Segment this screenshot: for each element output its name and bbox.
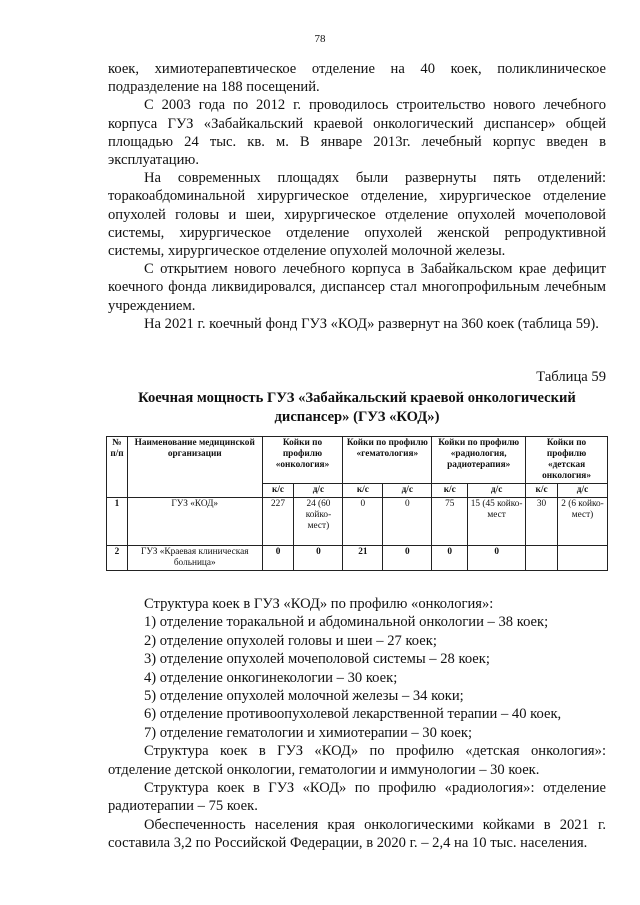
header-org: Наименование медицинской организации	[127, 437, 262, 498]
list-item: 1) отделение торакальной и абдоминальной онкологии – 38 коек;	[144, 614, 549, 631]
cell-hem-ks: 21	[343, 546, 383, 571]
paragraph: Структура коек в ГУЗ «КОД» по профилю «детская онкология»: отделение детской онкологии, гематологии и иммунологии – 30 коек.	[108, 743, 606, 778]
cell-ped-ds: 2 (6 койко-мест)	[558, 498, 608, 546]
subheader-ds: д/с	[294, 484, 343, 498]
subheader-ks: к/с	[526, 484, 558, 498]
paragraph: Структура коек в ГУЗ «КОД» по профилю «радиология»: отделение радиотерапии – 75 коек.	[108, 780, 606, 815]
body-text-bottom	[108, 595, 606, 853]
subheader-ks: к/с	[343, 484, 383, 498]
beds-table	[106, 436, 608, 571]
header-radiology: Койки по профилю «радиология, радиотерапия»	[432, 437, 526, 484]
cell-hem-ds: 0	[383, 498, 432, 546]
cell-num: 2	[107, 546, 128, 571]
cell-org: ГУЗ «Краевая клиническая больница»	[127, 546, 262, 571]
table-row	[107, 546, 608, 571]
table-title: Коечная мощность ГУЗ «Забайкальский краевой онкологический диспансер» (ГУЗ «КОД»)	[138, 390, 576, 425]
header-pediatric: Койки по профилю «детская онкология»	[526, 437, 608, 484]
cell-ped-ks	[526, 546, 558, 571]
list-item: 2) отделение опухолей головы и шеи – 27 коек;	[144, 632, 437, 649]
subheader-ks: к/с	[262, 484, 294, 498]
header-hematology: Койки по профилю «гематология»	[343, 437, 432, 484]
cell-onc-ds: 24 (60 койко-мест)	[294, 498, 343, 546]
list-item: 3) отделение опухолей мочеполовой системы – 28 коек;	[144, 651, 490, 668]
cell-rad-ds: 0	[468, 546, 526, 571]
cell-hem-ds: 0	[383, 546, 432, 571]
subheader-ds: д/с	[558, 484, 608, 498]
cell-org: ГУЗ «КОД»	[127, 498, 262, 546]
cell-ped-ks: 30	[526, 498, 558, 546]
list-item: 7) отделение гематологии и химиотерапии – 30 коек;	[144, 724, 472, 741]
table-label: Таблица 59	[536, 369, 606, 385]
cell-rad-ks: 0	[432, 546, 468, 571]
subheader-ks: к/с	[432, 484, 468, 498]
paragraph: С 2003 года по 2012 г. проводилось строительство нового лечебного корпуса ГУЗ «Забайкальский краевой онкологический диспансер» общей площадью 24 тыс. кв. м. В январе 2013г. лечебный корпус введен в эксплуатацию.	[108, 97, 606, 169]
cell-num: 1	[107, 498, 128, 546]
list-item: 5) отделение опухолей молочной железы – 34 коки;	[144, 688, 464, 705]
list-item: 4) отделение онкогинекологии – 30 коек;	[144, 669, 398, 686]
paragraph: На современных площадях были развернуты пять отделений: торакоабдоминальной хирургическое отделение, хирургическое отделение опухолей головы и шеи, хирургическое отделение опухолей мочеполовой системы, хирургическое отделение опухолей женской репродуктивной системы, хирургическое отделение опухолей молочной железы.	[108, 170, 606, 260]
page-number: 78	[314, 33, 326, 45]
header-num: № п/п	[107, 437, 128, 498]
paragraph: Обеспеченность населения края онкологическими койками в 2021 г. составила 3,2 по Российской Федерации, в 2020 г. – 2,4 на 10 тыс. населения.	[108, 816, 606, 852]
cell-hem-ks: 0	[343, 498, 383, 546]
subheader-ds: д/с	[468, 484, 526, 498]
paragraph: Структура коек в ГУЗ «КОД» по профилю «онкология»:	[144, 596, 494, 612]
paragraph: На 2021 г. коечный фонд ГУЗ «КОД» развернут на 360 коек (таблица 59).	[144, 315, 599, 332]
cell-rad-ks: 75	[432, 498, 468, 546]
subheader-ds: д/с	[383, 484, 432, 498]
header-oncology: Койки по профилю «онкология»	[262, 437, 343, 484]
paragraph: С открытием нового лечебного корпуса в Забайкальском крае дефицит коечного фонда ликвидировался, диспансер стал многопрофильным лечебным учреждением.	[108, 261, 606, 314]
cell-rad-ds: 15 (45 койко-мест	[468, 498, 526, 546]
paragraph: коек, химиотерапевтическое отделение на 40 коек, поликлиническое подразделение на 188 посещений.	[108, 61, 606, 96]
cell-ped-ds	[558, 546, 608, 571]
table-header-row	[107, 437, 608, 484]
cell-onc-ks: 227	[262, 498, 294, 546]
cell-onc-ds: 0	[294, 546, 343, 571]
cell-onc-ks: 0	[262, 546, 294, 571]
list-item: 6) отделение противоопухолевой лекарственной терапии – 40 коек,	[144, 706, 562, 723]
body-text-top	[108, 60, 606, 333]
table-row	[107, 498, 608, 546]
